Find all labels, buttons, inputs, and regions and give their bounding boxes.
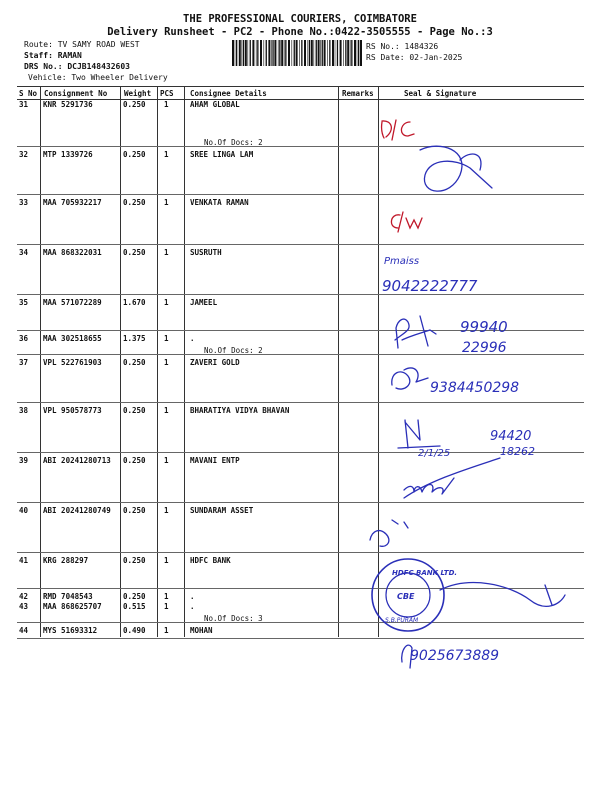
row-sno: 35 — [19, 298, 29, 307]
signature-row-36-a: 99940 — [460, 318, 508, 336]
signature-row-44 — [402, 645, 499, 668]
signature-row-38-a: 94420 — [490, 429, 532, 444]
row-consignee-name: ZAVERI GOLD — [190, 358, 240, 367]
barcode-bar — [274, 40, 276, 66]
barcode-bar — [292, 40, 293, 66]
row-separator — [17, 294, 584, 295]
row-weight: 1.375 — [123, 334, 146, 343]
barcode-bar — [350, 40, 351, 66]
signature-row-31 — [382, 120, 414, 140]
row-docs-count: No.Of Docs: 2 — [204, 138, 263, 147]
barcode-bar — [320, 40, 321, 66]
row-consignment-no: MAA 868322031 — [43, 248, 102, 257]
row-consignee-name: SREE LINGA LAM — [190, 150, 254, 159]
row-consignee-name: VENKATA RAMAN — [190, 198, 249, 207]
signature-row-36 — [395, 316, 508, 356]
row-weight: 1.670 — [123, 298, 146, 307]
row-consignment-no: VPL 950578773 — [43, 406, 102, 415]
row-consignee-name: JAMEEL — [190, 298, 218, 307]
row-docs-count: No.Of Docs: 2 — [204, 346, 263, 355]
row-consignment-no: MTP 1339726 — [43, 150, 93, 159]
barcode-bar — [271, 40, 272, 66]
barcode-bar — [345, 40, 346, 66]
barcode-bar — [360, 40, 362, 66]
row-consignment-no: RMD 7048543 — [43, 592, 93, 601]
row-separator — [17, 244, 584, 245]
col-header-consignee: Consignee Details — [190, 89, 267, 98]
row-pcs: 1 — [164, 150, 169, 159]
signature-row-37 — [392, 368, 519, 396]
row-separator — [17, 552, 584, 553]
row-consignment-no: MAA 868625707 — [43, 602, 102, 611]
company-title: THE PROFESSIONAL COURIERS, COIMBATORE — [183, 13, 417, 25]
row-consignment-no: KRG 288297 — [43, 556, 89, 565]
row-consignee-name: . — [190, 592, 195, 601]
signature-row-32 — [420, 146, 492, 191]
barcode-bar — [332, 40, 334, 66]
row-consignment-no: ABI 20241280749 — [43, 506, 111, 515]
barcode-bar — [299, 40, 300, 66]
barcode-bar — [354, 40, 356, 66]
row-sno: 38 — [19, 406, 29, 415]
staff-label: Staff: RAMAN — [24, 51, 82, 60]
barcode-bar — [296, 40, 298, 66]
barcode-bar — [279, 40, 280, 66]
stamp-code: CBE — [397, 592, 415, 601]
drs-number: DRS No.: DCJB148432603 — [24, 62, 130, 71]
barcode-bar — [335, 40, 336, 66]
row-sno: 43 — [19, 602, 29, 611]
row-weight: 0.490 — [123, 626, 146, 635]
barcode-bar — [245, 40, 247, 66]
signature-row-34 — [382, 256, 478, 295]
row-consignee-name: MAVANI ENTP — [190, 456, 240, 465]
signature-row-38-date: 2/1/25 — [418, 448, 451, 459]
row-pcs: 1 — [164, 358, 169, 367]
barcode-bar — [358, 40, 359, 66]
column-divider — [120, 87, 121, 637]
row-separator — [17, 452, 584, 453]
row-consignment-no: MAA 705932217 — [43, 198, 102, 207]
hdfc-bank-stamp — [372, 559, 565, 631]
col-header-consignment: Consignment No — [44, 89, 108, 98]
barcode-bar — [264, 40, 265, 66]
barcode-bar — [278, 40, 279, 66]
row-weight: 0.250 — [123, 456, 146, 465]
row-sno: 39 — [19, 456, 29, 465]
barcode-bar — [327, 40, 328, 66]
row-weight: 0.250 — [123, 592, 146, 601]
barcode-bar — [243, 40, 244, 66]
barcode — [232, 40, 362, 66]
row-separator — [17, 330, 584, 331]
vehicle-label: Vehicle: Two Wheeler Delivery — [28, 73, 168, 82]
barcode-bar — [235, 40, 236, 66]
row-consignment-no: MAA 302518655 — [43, 334, 102, 343]
row-sno: 36 — [19, 334, 29, 343]
row-sno: 40 — [19, 506, 29, 515]
row-sno: 33 — [19, 198, 29, 207]
row-pcs: 1 — [164, 248, 169, 257]
row-weight: 0.250 — [123, 506, 146, 515]
rs-number: RS No.: 1484326 — [366, 42, 439, 51]
row-sno: 37 — [19, 358, 29, 367]
signature-row-37-phone: 9384450298 — [430, 380, 520, 396]
signature-row-44-phone: 9025673889 — [410, 648, 500, 664]
barcode-bar — [285, 40, 286, 66]
row-separator — [17, 502, 584, 503]
runsheet-subtitle: Delivery Runsheet - PC2 - Phone No.:0422-3505555 - Page No.:3 — [107, 26, 493, 38]
row-consignee-name: . — [190, 334, 195, 343]
col-header-seal: Seal & Signature — [404, 89, 477, 98]
col-header-sno: S No — [19, 89, 38, 98]
barcode-bar — [301, 40, 302, 66]
barcode-bar — [329, 40, 330, 66]
row-pcs: 1 — [164, 456, 169, 465]
barcode-bar — [322, 40, 323, 66]
row-pcs: 1 — [164, 298, 169, 307]
column-divider — [40, 87, 41, 637]
row-pcs: 1 — [164, 556, 169, 565]
row-pcs: 1 — [164, 602, 169, 611]
barcode-bar — [309, 40, 310, 66]
barcode-bar — [284, 40, 285, 66]
signature-row-39 — [404, 458, 500, 498]
row-pcs: 1 — [164, 592, 169, 601]
barcode-bar — [257, 40, 258, 66]
row-consignee-name: . — [190, 602, 195, 611]
stamp-text-inner: S.B.PURAM — [385, 617, 419, 624]
row-pcs: 1 — [164, 334, 169, 343]
signature-row-38 — [398, 420, 535, 459]
barcode-bar — [294, 40, 295, 66]
row-separator — [17, 354, 584, 355]
row-weight: 0.250 — [123, 198, 146, 207]
barcode-bar — [316, 40, 317, 66]
row-consignee-name: HDFC BANK — [190, 556, 231, 565]
signature-row-33 — [391, 212, 422, 232]
row-pcs: 1 — [164, 626, 169, 635]
signature-row-38-b: 18262 — [500, 445, 535, 458]
row-pcs: 1 — [164, 198, 169, 207]
row-weight: 0.250 — [123, 358, 146, 367]
barcode-bar — [266, 40, 267, 66]
column-divider — [184, 87, 185, 637]
row-separator — [17, 194, 584, 195]
barcode-bar — [311, 40, 313, 66]
row-pcs: 1 — [164, 506, 169, 515]
barcode-bar — [260, 40, 262, 66]
barcode-bar — [236, 40, 237, 66]
row-docs-count: No.Of Docs: 3 — [204, 614, 263, 623]
row-sno: 32 — [19, 150, 29, 159]
row-separator — [17, 622, 584, 623]
row-pcs: 1 — [164, 100, 169, 109]
barcode-bar — [242, 40, 243, 66]
row-sno: 31 — [19, 100, 29, 109]
row-separator — [17, 588, 584, 589]
barcode-bar — [357, 40, 358, 66]
row-weight: 0.250 — [123, 248, 146, 257]
row-consignment-no: ABI 20241280713 — [43, 456, 111, 465]
row-consignment-no: MYS 51693312 — [43, 626, 98, 635]
signature-row-40 — [370, 520, 408, 546]
row-weight: 0.250 — [123, 406, 146, 415]
row-separator — [17, 638, 584, 639]
row-separator — [17, 402, 584, 403]
barcode-bar — [347, 40, 349, 66]
row-sno: 42 — [19, 592, 29, 601]
row-sno: 34 — [19, 248, 29, 257]
column-divider — [338, 87, 339, 637]
signature-row-36-b: 22996 — [462, 340, 507, 356]
signature-row-34-name: Pmaiss — [384, 256, 420, 267]
barcode-bar — [272, 40, 273, 66]
barcode-bar — [250, 40, 251, 66]
row-consignment-no: KNR 5291736 — [43, 100, 93, 109]
rs-date: RS Date: 02-Jan-2025 — [366, 53, 463, 62]
barcode-bar — [288, 40, 290, 66]
row-sno: 44 — [19, 626, 29, 635]
barcode-bar — [343, 40, 344, 66]
barcode-bar — [248, 40, 249, 66]
col-header-remarks: Remarks — [342, 89, 374, 98]
barcode-bar — [340, 40, 342, 66]
row-consignee-name: BHARATIYA VIDYA BHAVAN — [190, 406, 290, 415]
barcode-bar — [268, 40, 270, 66]
row-consignment-no: MAA 571072289 — [43, 298, 102, 307]
table-top-border — [17, 86, 584, 87]
column-divider — [378, 87, 379, 637]
barcode-bar — [252, 40, 254, 66]
row-weight: 0.515 — [123, 602, 146, 611]
row-consignment-no: VPL 522761903 — [43, 358, 102, 367]
barcode-bar — [256, 40, 257, 66]
col-header-weight: Weight — [124, 89, 152, 98]
row-consignee-name: AHAM GLOBAL — [190, 100, 240, 109]
barcode-bar — [308, 40, 309, 66]
barcode-bar — [281, 40, 283, 66]
barcode-bar — [239, 40, 241, 66]
route-label: Route: TV SAMY ROAD WEST — [24, 40, 140, 49]
row-consignee-name: SUSRUTH — [190, 248, 222, 257]
row-weight: 0.250 — [123, 100, 146, 109]
row-consignee-name: SUNDARAM ASSET — [190, 506, 254, 515]
barcode-bar — [324, 40, 326, 66]
row-separator — [17, 146, 584, 147]
barcode-bar — [318, 40, 320, 66]
row-pcs: 1 — [164, 406, 169, 415]
signature-row-34-phone: 9042222777 — [382, 277, 478, 295]
barcode-bar — [351, 40, 352, 66]
barcode-bar — [304, 40, 306, 66]
barcode-bar — [314, 40, 315, 66]
row-weight: 0.250 — [123, 150, 146, 159]
col-header-pcs: PCS — [160, 89, 174, 98]
table-header-border — [17, 99, 584, 100]
stamp-text-outer: HDFC BANK LTD. — [392, 569, 458, 577]
row-sno: 41 — [19, 556, 29, 565]
column-divider — [157, 87, 158, 637]
row-weight: 0.250 — [123, 556, 146, 565]
row-consignee-name: MOHAN — [190, 626, 213, 635]
barcode-bar — [232, 40, 234, 66]
barcode-bar — [337, 40, 338, 66]
